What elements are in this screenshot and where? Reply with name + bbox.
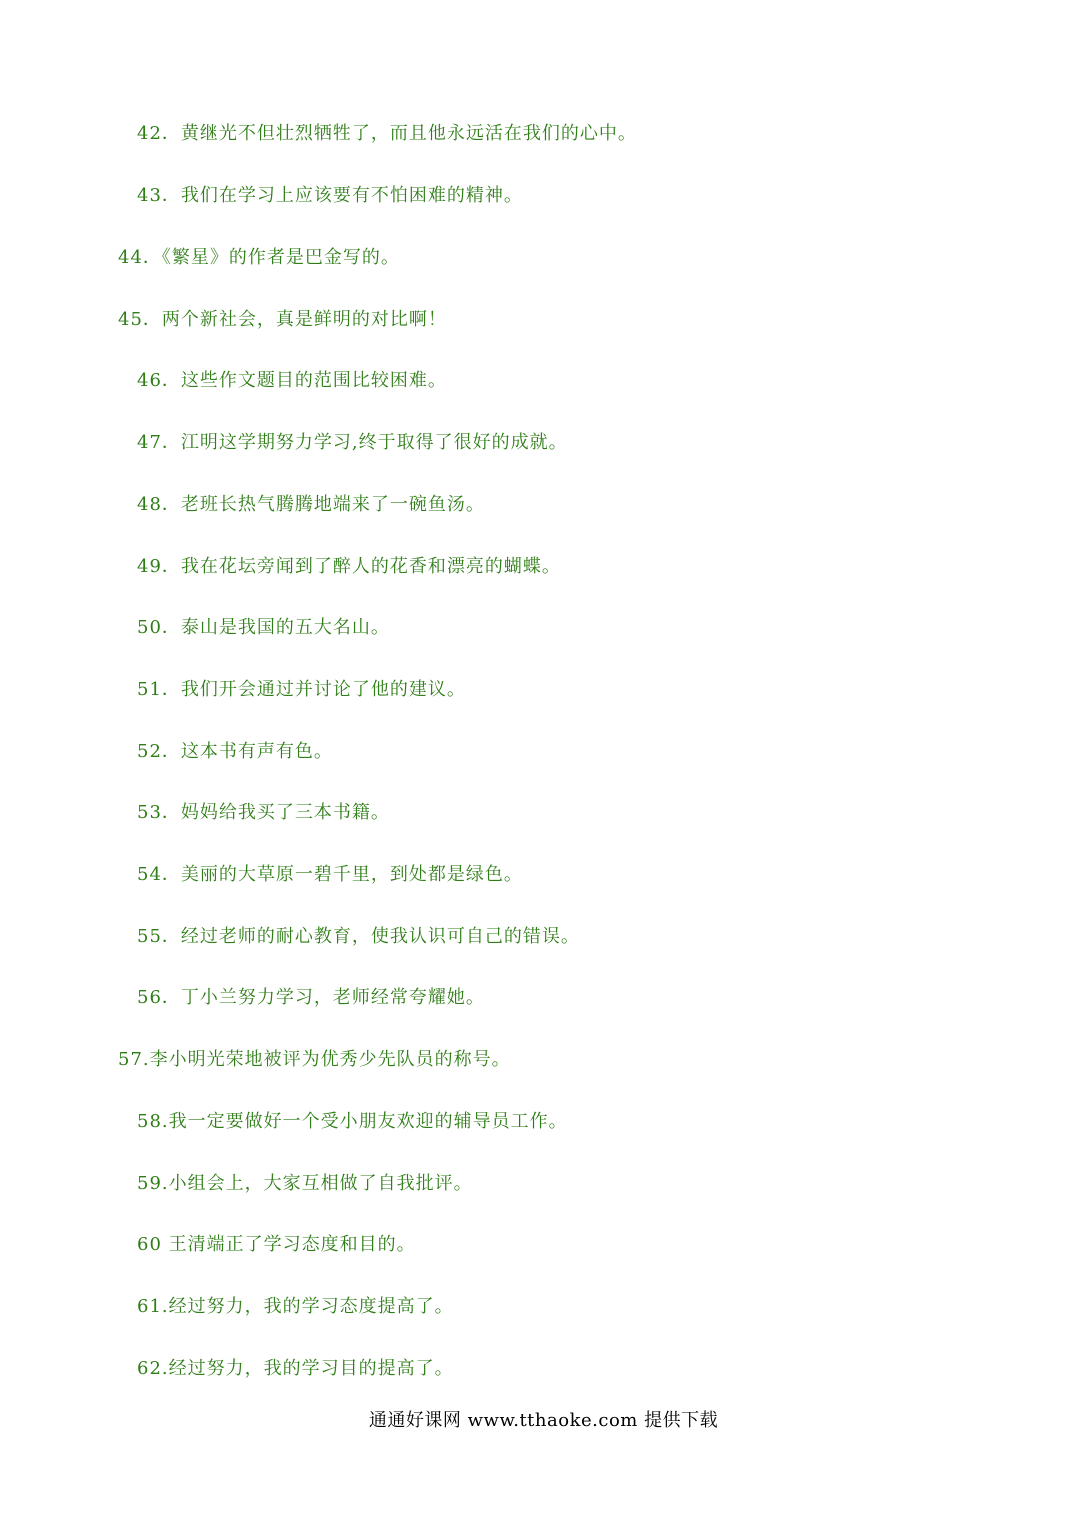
sentence-45: 45．两个新社会，真是鲜明的对比啊！ xyxy=(118,309,447,330)
page-footer: 通通好课网 www.tthaoke.com 提供下载 xyxy=(368,1410,719,1431)
sentence-58: 58.我一定要做好一个受小朋友欢迎的辅导员工作。 xyxy=(137,1111,568,1132)
sentence-56: 56．丁小兰努力学习，老师经常夸耀她。 xyxy=(137,987,485,1008)
sentence-61: 61.经过努力，我的学习态度提高了。 xyxy=(137,1296,454,1317)
sentence-59: 59.小组会上，大家互相做了自我批评。 xyxy=(137,1173,473,1194)
sentence-60: 60 王清端正了学习态度和目的。 xyxy=(137,1234,416,1255)
sentence-44: 44．《繁星》的作者是巴金写的。 xyxy=(118,247,400,268)
sentence-51: 51．我们开会通过并讨论了他的建议。 xyxy=(137,679,466,700)
sentence-55: 55．经过老师的耐心教育，使我认识可自己的错误。 xyxy=(137,926,580,947)
sentence-49: 49．我在花坛旁闻到了醉人的花香和漂亮的蝴蝶。 xyxy=(137,556,561,577)
sentence-62: 62.经过努力，我的学习目的提高了。 xyxy=(137,1358,454,1379)
sentence-50: 50．泰山是我国的五大名山。 xyxy=(137,617,390,638)
sentence-42: 42．黄继光不但壮烈牺牲了，而且他永远活在我们的心中。 xyxy=(137,123,637,144)
sentence-46: 46．这些作文题目的范围比较困难。 xyxy=(137,370,447,391)
sentence-57: 57.李小明光荣地被评为优秀少先队员的称号。 xyxy=(118,1049,511,1070)
sentence-53: 53．妈妈给我买了三本书籍。 xyxy=(137,802,390,823)
sentence-47: 47．江明这学期努力学习,终于取得了很好的成就。 xyxy=(137,432,568,453)
sentence-43: 43．我们在学习上应该要有不怕困难的精神。 xyxy=(137,185,523,206)
sentence-52: 52．这本书有声有色。 xyxy=(137,741,333,762)
sentence-54: 54．美丽的大草原一碧千里，到处都是绿色。 xyxy=(137,864,523,885)
sentence-48: 48．老班长热气腾腾地端来了一碗鱼汤。 xyxy=(137,494,485,515)
